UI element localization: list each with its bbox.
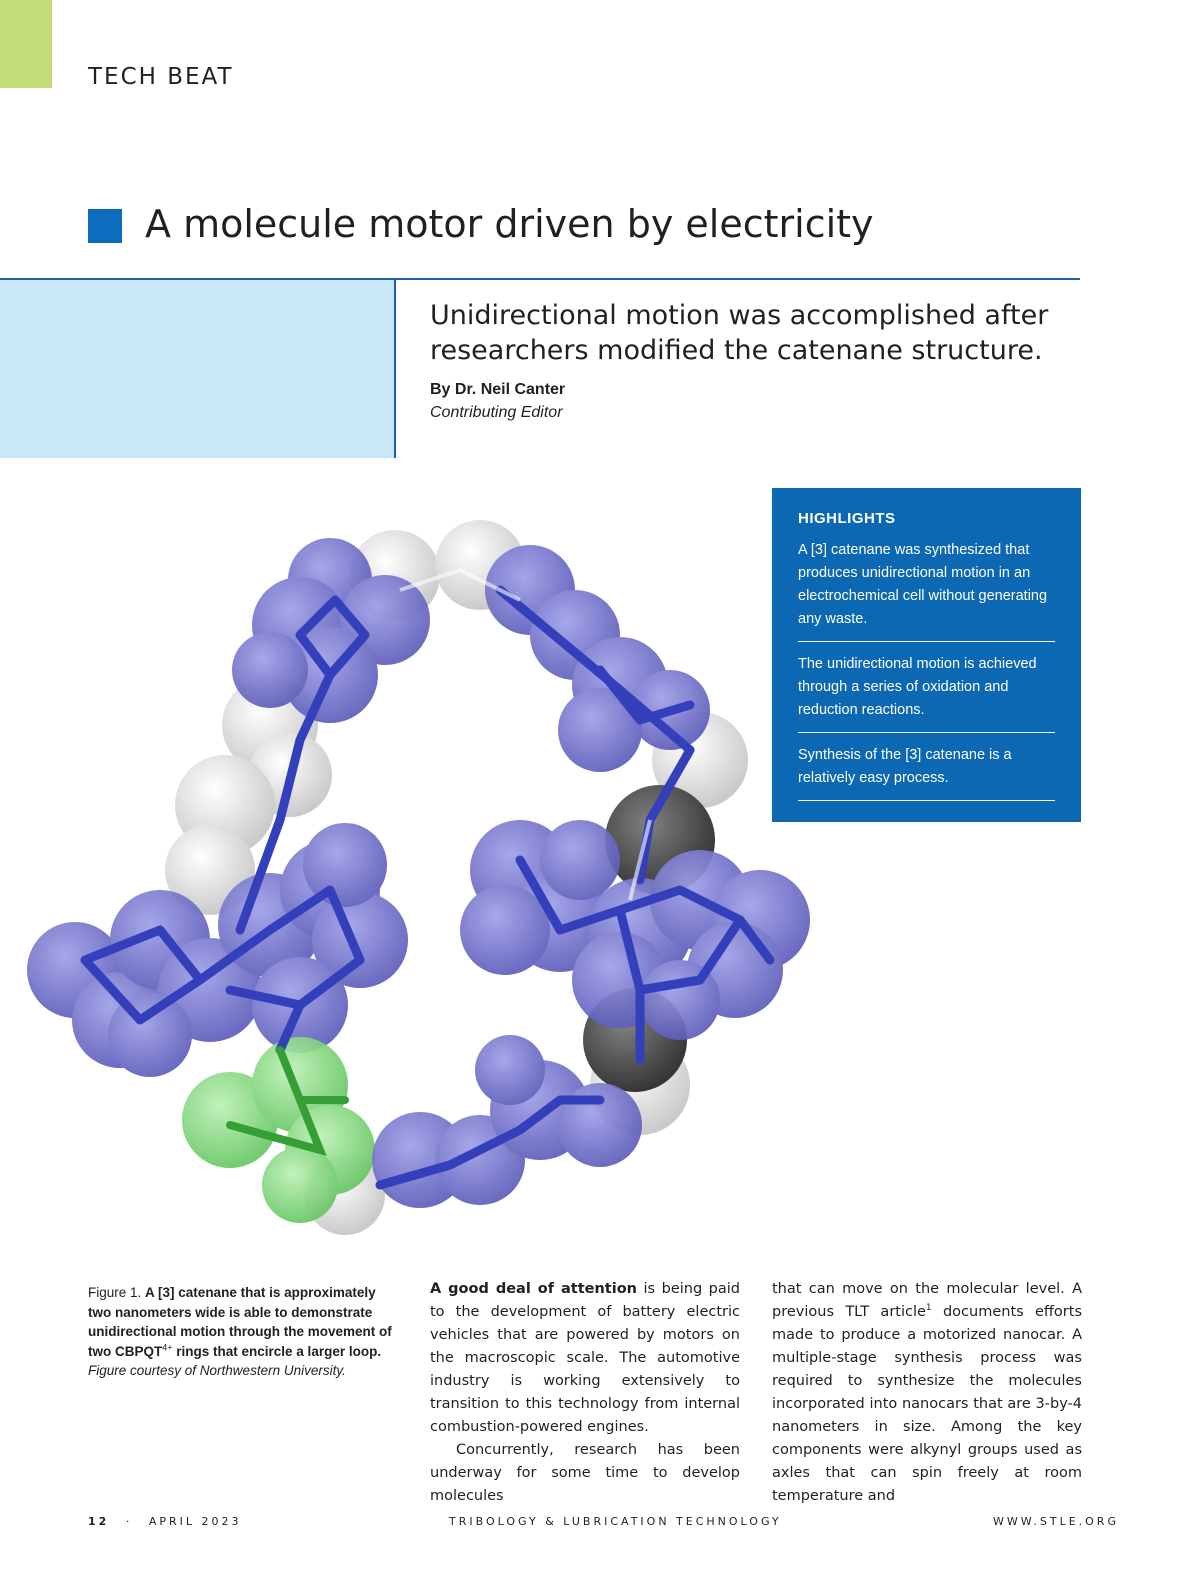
caption-text: A [3] catenane that is approximately two nanometers wide is able to demonstrate unidirectional motion through the movement of two CBPQT bbox=[88, 1285, 392, 1359]
caption-text-end: rings that encircle a larger loop. bbox=[172, 1343, 382, 1359]
section-color-tab bbox=[0, 0, 52, 88]
byline-role: Contributing Editor bbox=[430, 404, 563, 421]
caption-superscript: 4+ bbox=[162, 1342, 173, 1352]
intro-vertical-rule bbox=[394, 280, 396, 458]
caption-credit: Figure courtesy of Northwestern University. bbox=[88, 1363, 346, 1378]
paragraph-text: is being paid to the development of battery electric vehicles that are powered by motors on the macroscopic scale. The automotive industry is working extensively to transition to this technology from internal combustion-powered engines. bbox=[430, 1281, 741, 1435]
intro-color-panel bbox=[0, 280, 395, 458]
footnote-ref: 1 bbox=[925, 1303, 932, 1314]
dek-line-2: researchers modified the catenane structure. bbox=[430, 335, 1043, 366]
highlights-title: HIGHLIGHTS bbox=[798, 510, 896, 527]
body-paragraph bbox=[430, 1278, 740, 1439]
article-dek bbox=[430, 298, 1070, 368]
article-headline: A molecule motor driven by electricity bbox=[145, 202, 874, 246]
lead-in: A good deal of attention bbox=[430, 1281, 637, 1297]
paragraph-text-cont: documents efforts made to produce a motorized nanocar. A multiple-stage synthesis process was required to synthesize the molecules incorporated into nanocars that are 3-by-4 nanometers in size. Among the key components were alkynyl groups used as axles that can spin freely at room temperature and bbox=[772, 1304, 1082, 1504]
body-paragraph: Concurrently, research has been underway for some time to develop molecules bbox=[430, 1442, 740, 1504]
highlight-item: The unidirectional motion is achieved through a series of oxidation and reduction reactions. bbox=[798, 653, 1055, 733]
section-label: TECH BEAT bbox=[88, 64, 234, 90]
catenane-molecule-figure bbox=[0, 460, 860, 1260]
highlights-box bbox=[772, 488, 1081, 822]
issue-date: APRIL 2023 bbox=[148, 1515, 242, 1528]
footer-separator: · bbox=[125, 1515, 133, 1528]
footer-folio bbox=[88, 1515, 241, 1528]
paragraph-text: that can move on the molecular level. A previous TLT article bbox=[772, 1281, 1082, 1320]
publication-name: TRIBOLOGY & LUBRICATION TECHNOLOGY bbox=[449, 1515, 782, 1528]
body-column-1 bbox=[430, 1278, 740, 1508]
body-paragraph bbox=[772, 1278, 1082, 1508]
body-column-2 bbox=[772, 1278, 1082, 1508]
highlight-item: A [3] catenane was synthesized that produces unidirectional motion in an electrochemical cell without generating any waste. bbox=[798, 539, 1055, 642]
dek-line-1: Unidirectional motion was accomplished after bbox=[430, 300, 1049, 331]
page-number: 12 bbox=[88, 1515, 110, 1528]
figure-caption bbox=[88, 1283, 400, 1381]
title-square-icon bbox=[88, 209, 122, 243]
website-url: WWW.STLE.ORG bbox=[993, 1515, 1119, 1528]
highlight-item: Synthesis of the [3] catenane is a relatively easy process. bbox=[798, 744, 1055, 801]
caption-label: Figure 1. bbox=[88, 1285, 142, 1300]
byline: By Dr. Neil Canter bbox=[430, 381, 566, 398]
